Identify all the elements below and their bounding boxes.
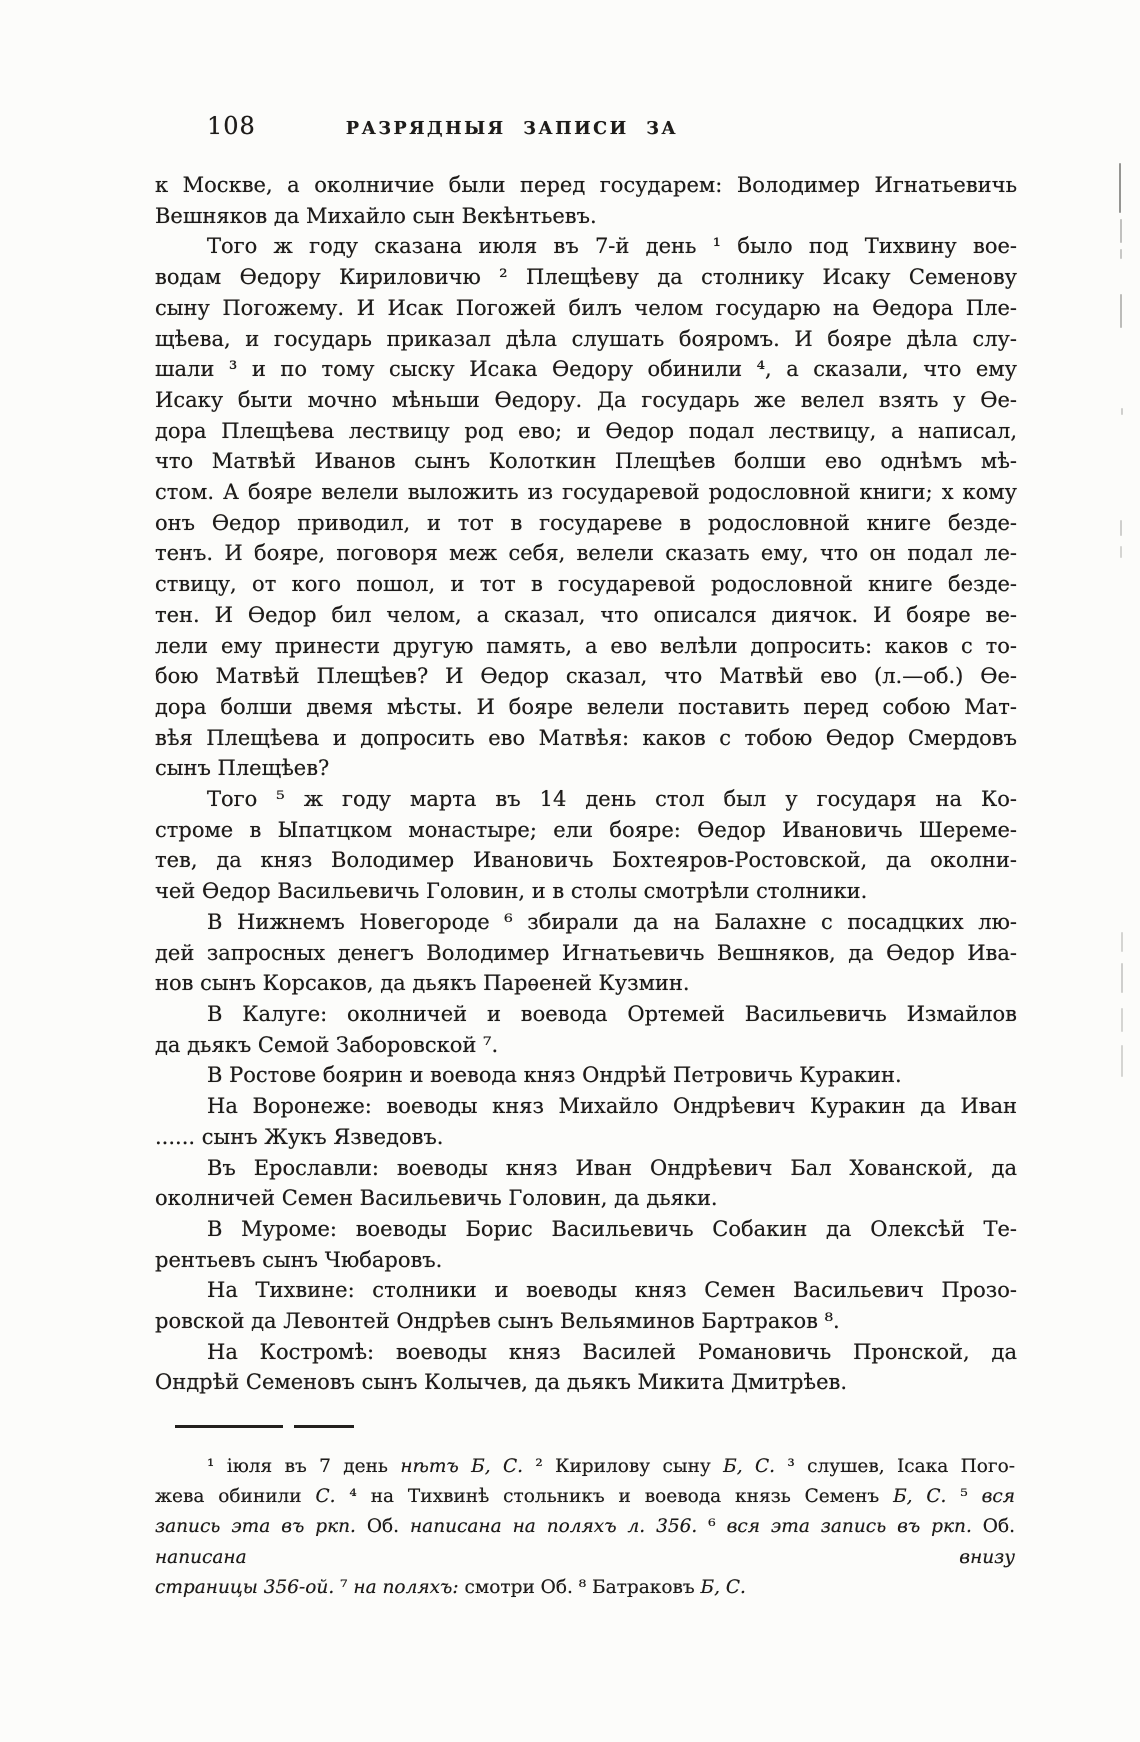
body-line: чей Ѳедор Васильевичь Головин, и в столы смотрѣли столники.	[155, 879, 868, 904]
body-line: На Тихвине: столники и воеводы княз Семен Васильевич Прозо-	[207, 1278, 1017, 1303]
body-line: В Калуге: околничей и воевода Ортемей Васильевичь Измайлов	[207, 1001, 1017, 1026]
footnote-italic-segment: С.	[315, 1486, 336, 1508]
body-line: Вешняков да Михайло сын Векѣнтьевъ.	[155, 203, 597, 228]
body-line: да дьякъ Семой Заборовской ⁷.	[155, 1032, 499, 1057]
body-line: сыну Погожему. И Исак Погожей билъ челом государю на Ѳедора Пле-	[155, 295, 1017, 320]
body-line: На Воронеже: воеводы княз Михайло Ондрѣевич Куракин да Иван	[207, 1094, 1017, 1119]
footnote-segment: ² Кирилову сыну	[523, 1456, 724, 1477]
body-line: что Матвѣй Иванов сынъ Колоткин Плещѣев болши ево однѣмъ мѣ-	[155, 449, 1017, 474]
body-line: На Костромѣ: воеводы княз Василей Романовичь Пронской, да	[207, 1339, 1017, 1364]
body-line: строме в Ыпатцком монастыре; ели бояре: Ѳедор Ивановичь Шереме-	[155, 817, 1017, 842]
body-line: щѣева, и государь приказал дѣла слушать бояромъ. И бояре дѣла слу-	[155, 326, 1017, 351]
body-line: Ондрѣй Семеновъ сынъ Колычев, да дьякъ Микита Дмитрѣев.	[155, 1370, 848, 1395]
footnote-segment: ⁵	[946, 1486, 982, 1508]
footnote-italic-segment: страницы 356-ой.	[155, 1576, 335, 1598]
footnote-italic-segment: написана внизу	[155, 1546, 1015, 1568]
body-line: стом. А бояре велели выложить из государевой родословной книги; х кому	[155, 480, 1017, 505]
running-title: РАЗРЯДНЫЯ ЗАПИСИ ЗА	[345, 119, 679, 139]
body-line: к Москве, а околничие были перед государем: Володимер Игнатьевичь	[155, 173, 1017, 197]
body-line: В Муроме: воеводы Борис Васильевичь Собакин да Олексѣй Те-	[207, 1216, 1017, 1241]
footnote-italic-segment: вся эта запись въ ркп.	[726, 1516, 983, 1538]
footnote-segment: ⁶	[697, 1516, 727, 1538]
scan-edge-artifact	[1120, 249, 1122, 259]
scan-edge-artifact	[1121, 408, 1123, 415]
body-line: Исаку быти мочно мѣньши Ѳедору. Да государь же велел взять у Ѳе-	[155, 387, 1017, 412]
body-line: сынъ Плещѣев?	[155, 756, 330, 781]
footnote-separator-segment	[294, 1425, 354, 1428]
body-line: дора болши двемя мѣсты. И бояре велели поставить перед собою Мат-	[155, 694, 1017, 719]
footnote-separator	[175, 1425, 375, 1428]
footnote-italic-segment: запись эта въ ркп.	[155, 1516, 367, 1538]
scan-edge-artifact	[1121, 932, 1123, 952]
body-line: дей запросных денегъ Володимер Игнатьевичь Вешняков, да Ѳедор Ива-	[155, 940, 1017, 965]
footnote-italic-segment: Б, С.	[723, 1456, 776, 1477]
body-line: Того ж году сказана июля въ 7-й день ¹ было под Тихвину вое-	[207, 234, 1017, 259]
footnote-line	[155, 1452, 1015, 1482]
body-line: лели ему принести другую память, а ево велѣли допросить: каков с то-	[155, 633, 1017, 658]
body-line: ...... сынъ Жукъ Язведовъ.	[155, 1124, 444, 1149]
page-number: 108	[207, 112, 256, 140]
body-line: околничей Семен Васильевичь Головин, да дьяки.	[155, 1186, 718, 1211]
body-line: водам Ѳедору Кириловичю ² Плещѣеву да столнику Исаку Семенову	[155, 265, 1017, 290]
footnote-line	[155, 1512, 1015, 1572]
body-line: В Ростове боярин и воевода княз Ондрѣй Петровичь Куракин.	[207, 1063, 902, 1088]
footnote-italic-segment: нѣтъ Б, С.	[400, 1456, 523, 1477]
footnote-segment: смотри Об. ⁸ Батраковъ	[458, 1576, 701, 1598]
body-line: Того ⁵ ж году марта въ 14 день стол был у государя на Ко-	[207, 787, 1017, 812]
body-line: тев, да княз Володимер Ивановичь Бохтеяров-Ростовской, да околни-	[155, 848, 1017, 873]
footnote-italic-segment: вся	[981, 1486, 1015, 1508]
footnote-segment: жева обинили	[155, 1486, 316, 1508]
body-line: дора Плещѣева лествицу род ево; и Ѳедор подал лествицу, а написал,	[155, 418, 1017, 443]
footnote-italic-segment: на поляхъ:	[353, 1576, 459, 1598]
scan-edge-artifact	[1121, 1008, 1123, 1032]
body-line: ровской да Левонтей Ондрѣев сынъ Вельяминов Бартраков ⁸.	[155, 1309, 840, 1334]
footnote-italic-segment: Б, С.	[893, 1486, 947, 1508]
scan-edge-artifact	[1120, 219, 1122, 243]
body-line: тенъ. И бояре, поговоря меж себя, велели сказать ему, что он подал ле-	[155, 541, 1017, 566]
body-line: шали ³ и по тому сыску Исака Ѳедору обинили ⁴, а сказали, что ему	[155, 357, 1017, 382]
body-line: нов сынъ Корсаков, да дьякъ Парѳеней Кузмин.	[155, 971, 690, 996]
footnote-separator-segment	[175, 1425, 283, 1428]
body-line: рентьевъ сынъ Чюбаровъ.	[155, 1247, 443, 1272]
footnote-segment: ⁴ на Тихвинѣ стольникъ и воевода князь Семенъ	[335, 1486, 894, 1508]
scan-edge-artifact	[1120, 546, 1122, 558]
body-line: Въ Ерославли: воеводы княз Иван Ондрѣевич Бал Хованской, да	[207, 1155, 1017, 1180]
footnote-segment: ³ слушев, Ісака Пого-	[775, 1456, 1015, 1477]
footnote-line	[155, 1573, 1015, 1603]
footnote-segment: ¹ іюля въ 7 день	[207, 1456, 401, 1477]
scan-edge-artifact	[1120, 294, 1122, 328]
scan-edge-artifact	[1119, 163, 1121, 213]
body-line: тен. И Ѳедор бил челом, а сказал, что описался диячок. И бояре ве-	[155, 602, 1017, 627]
footnote-segment: Об.	[982, 1516, 1015, 1538]
body-line: бою Матвѣй Плещѣев? И Ѳедор сказал, что Матвѣй ево (л.—об.) Ѳе-	[155, 664, 1017, 689]
body-line: онъ Ѳедор приводил, и тот в государеве в родословной книге безде-	[155, 510, 1017, 535]
scan-edge-artifact	[1121, 963, 1123, 993]
footnote-segment: Об.	[366, 1516, 410, 1538]
footnote-italic-segment: написана на поляхъ л. 356.	[409, 1516, 698, 1538]
scan-edge-artifact	[1120, 520, 1122, 536]
footnotes	[155, 1452, 1015, 1603]
body-line: вѣя Плещѣева и допросить ево Матвѣя: каков с тобою Ѳедор Смердовъ	[155, 725, 1017, 750]
body-line: ствицу, от кого пошол, и тот в государевой родословной книге безде-	[155, 572, 1017, 597]
body-line: В Нижнемъ Новегороде ⁶ збирали да на Балахне с посадцких лю-	[207, 909, 1017, 934]
footnote-line	[155, 1482, 1015, 1512]
scan-edge-artifact	[1121, 1045, 1123, 1077]
footnote-italic-segment: Б, С.	[700, 1576, 746, 1598]
footnote-segment: ⁷	[334, 1576, 354, 1598]
body-text	[155, 170, 1017, 1398]
